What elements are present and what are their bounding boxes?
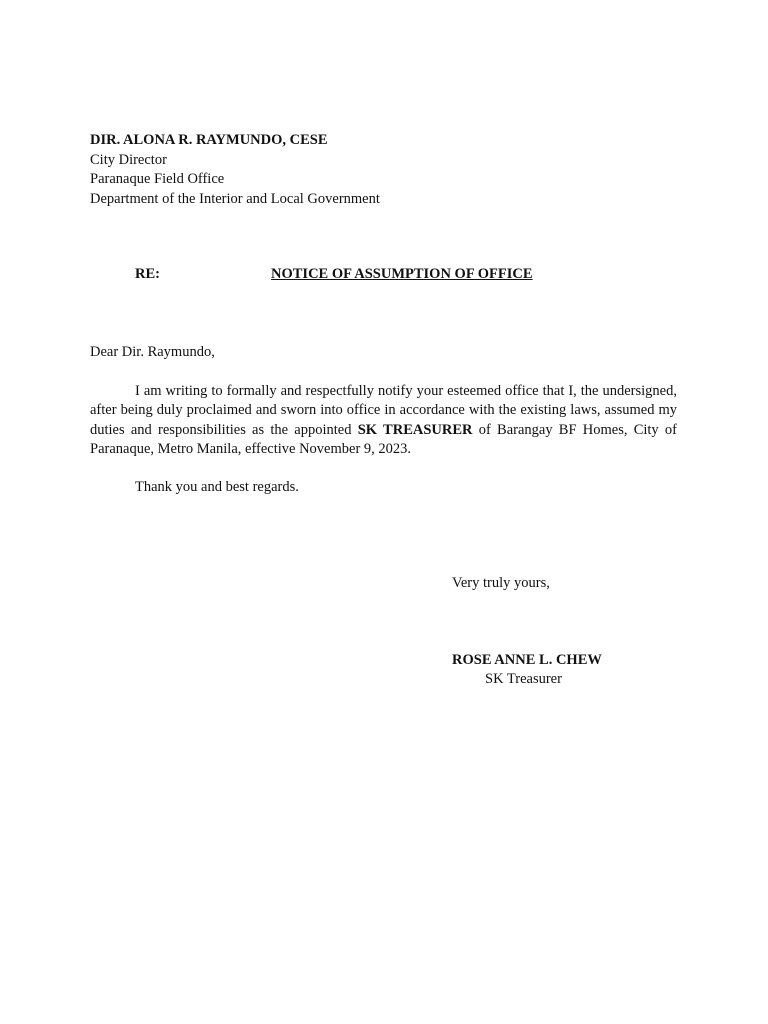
addressee-block (90, 131, 380, 209)
signer-title: SK Treasurer (485, 671, 562, 687)
body-position: SK TREASURER (357, 421, 473, 438)
addressee-office: Paranaque Field Office (90, 171, 225, 187)
thanks-line: Thank you and best regards. (135, 479, 299, 495)
signer-name: ROSE ANNE L. CHEW (452, 652, 602, 668)
body-paragraph (90, 382, 677, 459)
addressee-department: Department of the Interior and Local Government (90, 190, 380, 207)
re-label: RE: (135, 266, 160, 282)
body-text-part2: of Barangay BF Homes, City of Paranaque, Metro Manila, effective November 9, 2023. (90, 421, 677, 457)
re-line (0, 266, 768, 286)
body-text-part1: I am writing to formally and respectfully notify your esteemed office that I, the undersigned, after being duly proclaimed and sworn into office in accordance with the existing laws, assumed my duties and responsibilities as the appointed (90, 383, 677, 438)
salutation: Dear Dir. Raymundo, (90, 344, 215, 360)
addressee-name: DIR. ALONA R. RAYMUNDO, CESE (90, 132, 328, 148)
addressee-title: City Director (90, 151, 167, 168)
closing: Very truly yours, (452, 575, 550, 591)
re-subject: NOTICE OF ASSUMPTION OF OFFICE (271, 266, 533, 282)
